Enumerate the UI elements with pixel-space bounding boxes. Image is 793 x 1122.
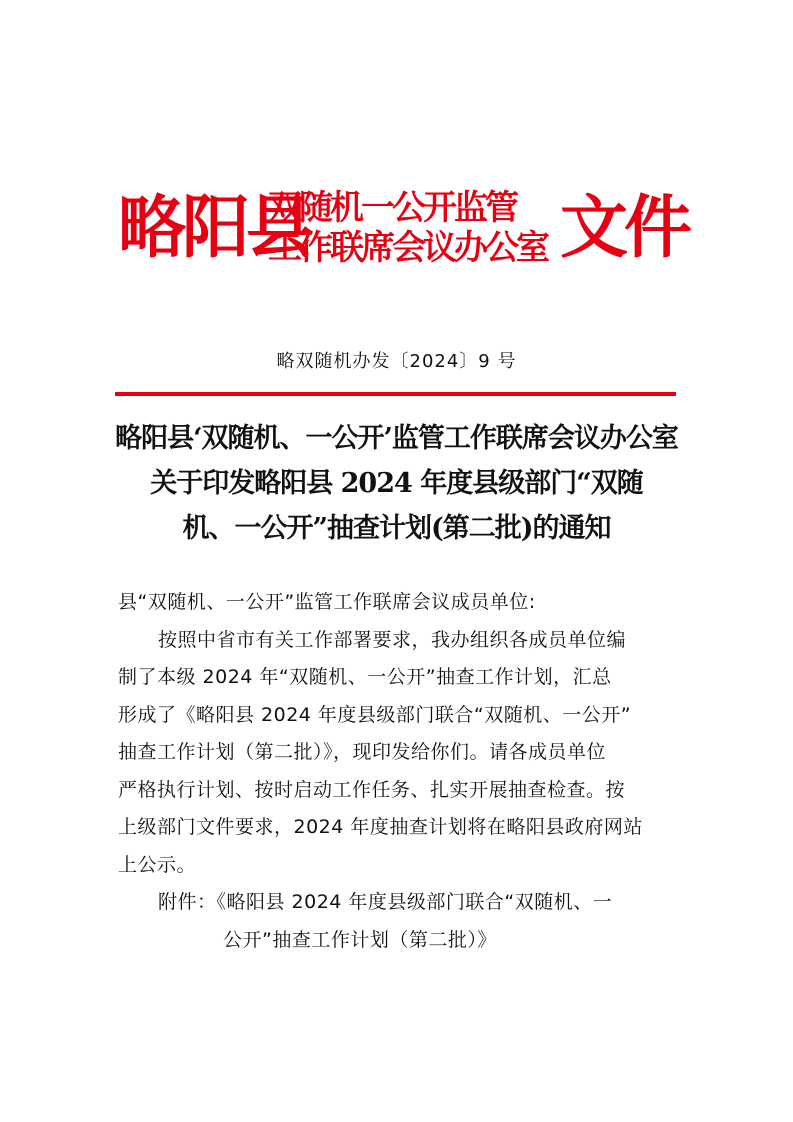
attachment-line-2: 公开”抽查工作计划（第二批）》 (223, 928, 497, 951)
document-body (118, 584, 678, 959)
document-number: 略双随机办发〔2024〕9 号 (276, 351, 517, 372)
attachment-line-1: 附件：《略阳县 2024 年度县级部门联合“双随机、一 (158, 891, 613, 913)
body-line: 制了本级 2024 年“双随机、一公开”抽查工作计划，汇总 (118, 666, 612, 688)
header-office-line-2: 工作联席会议办公室 (268, 228, 547, 268)
document-title (100, 416, 693, 551)
body-line: 抽查工作计划（第二批）》，现印发给你们。请各成员单位 (118, 741, 607, 763)
title-line-2: 关于印发略阳县 2024 年度县级部门“双随 (150, 468, 643, 499)
header-document-word: 文件 (560, 188, 689, 268)
red-divider-line (115, 392, 676, 396)
body-line: 上公示。 (118, 853, 197, 876)
header-office-name (268, 188, 568, 268)
salutation: 县“双随机、一公开”监管工作联席会议成员单位: (118, 591, 536, 613)
body-line: 按照中省市有关工作部署要求，我办组织各成员单位编 (158, 628, 627, 651)
body-line: 形成了《略阳县 2024 年度县级部门联合“双随机、一公开” (118, 703, 632, 726)
title-line-1: 略阳县‘双随机、一公开’监管工作联席会议办公室 (115, 423, 678, 454)
body-line: 上级部门文件要求，2024 年度抽查计划将在略阳县政府网站 (118, 816, 643, 838)
body-line: 严格执行计划、按时启动工作任务、扎实开展抽查检查。按 (118, 778, 626, 801)
header-office-line-1: 双随机一公开监管 (268, 188, 516, 228)
header-county-name: 略阳县 (118, 188, 311, 268)
title-line-3: 机、一公开”抽查计划(第二批)的通知 (182, 513, 611, 544)
issuing-authority-header (0, 186, 793, 290)
